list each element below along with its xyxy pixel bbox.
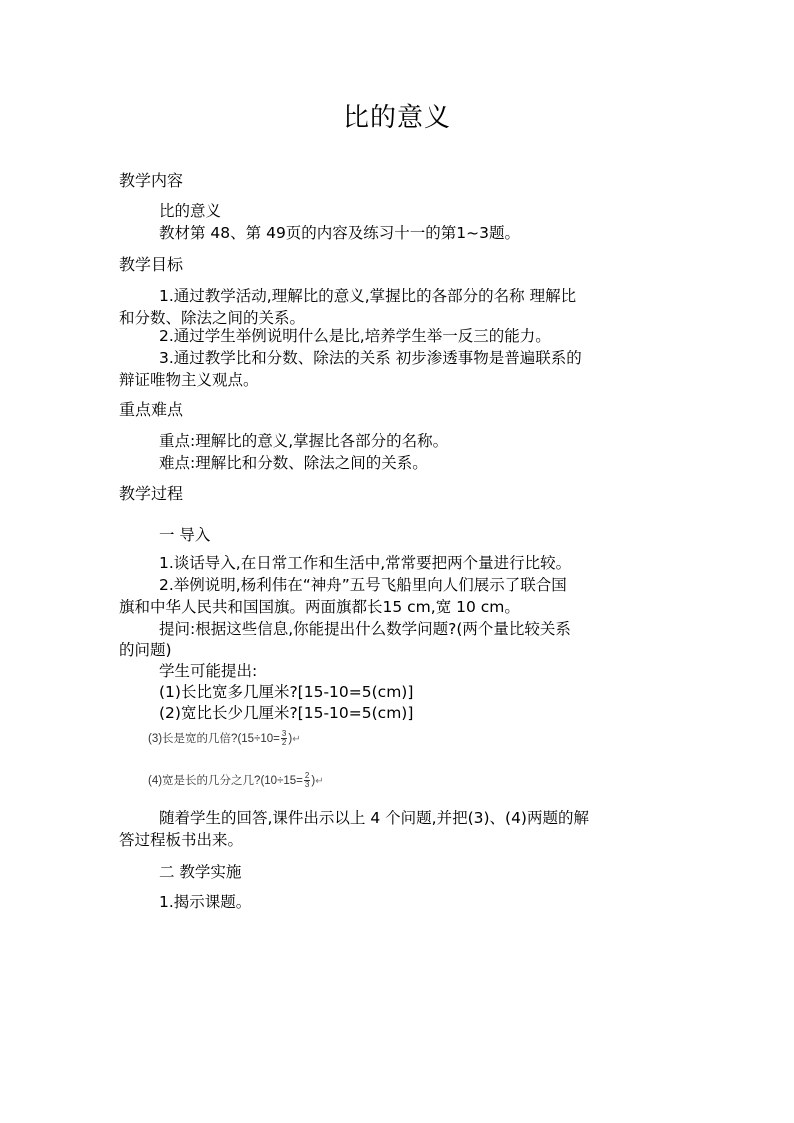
key-line: 重点:理解比的意义,掌握比各部分的名称。 <box>159 432 449 450</box>
formula-text: (4)宽是长的几分之几?(10÷15= <box>148 775 303 787</box>
process-line: 1.揭示课题。 <box>159 893 252 911</box>
goal-line: 辩证唯物主义观点。 <box>119 371 259 389</box>
fraction: $\frac{3}{2}$ <box>281 729 287 748</box>
heading-process: 教学过程 <box>119 484 184 503</box>
part-one-heading: 一 导入 <box>159 526 211 544</box>
process-line: 1.谈话导入,在日常工作和生活中,常常要把两个量进行比较。 <box>159 554 572 572</box>
goal-line: 3.通过教学比和分数、除法的关系 初步渗透事物是普遍联系的 <box>159 349 582 367</box>
formula-four: (4)宽是长的几分之几?(10÷15= $\frac{2}{3}$ )↵ <box>148 771 324 790</box>
goal-line: 2.通过学生举例说明什么是比,培养学生举一反三的能力。 <box>159 327 551 345</box>
goal-line: 和分数、除法之间的关系。 <box>119 309 306 327</box>
key-line: 难点:理解比和分数、除法之间的关系。 <box>159 454 428 472</box>
return-mark-icon: ↵ <box>315 776 324 787</box>
process-line: 旗和中华人民共和国国旗。两面旗都长15 cm,宽 10 cm。 <box>119 598 520 616</box>
process-line: 随着学生的回答,课件出示以上 4 个问题,并把(3)、(4)两题的解 <box>159 809 589 827</box>
heading-goals: 教学目标 <box>119 255 184 274</box>
return-mark-icon: ↵ <box>292 734 301 745</box>
part-two-heading: 二 教学实施 <box>159 863 242 881</box>
process-line: (1)长比宽多几厘米?[15-10=5(cm)] <box>159 683 414 701</box>
content-line: 比的意义 <box>159 202 222 220</box>
formula-three: (3)长是宽的几倍?(15÷10= $\frac{3}{2}$ )↵ <box>148 729 301 748</box>
heading-key-points: 重点难点 <box>119 400 184 419</box>
goal-line: 1.通过教学活动,理解比的意义,掌握比的各部分的名称 理解比 <box>159 287 577 305</box>
heading-content: 教学内容 <box>119 171 184 190</box>
page-title: 比的意义 <box>342 103 451 133</box>
process-line: 的问题) <box>119 641 172 659</box>
process-line: (2)宽比长少几厘米?[15-10=5(cm)] <box>159 704 414 722</box>
process-line: 提问:根据这些信息,你能提出什么数学问题?(两个量比较关系 <box>159 620 571 638</box>
process-line: 学生可能提出: <box>159 662 258 680</box>
fraction: $\frac{2}{3}$ <box>304 771 310 790</box>
process-line: 2.举例说明,杨利伟在“神舟”五号飞船里向人们展示了联合国 <box>159 576 567 594</box>
process-line: 答过程板书出来。 <box>119 831 244 849</box>
content-line: 教材第 48、第 49页的内容及练习十一的第1~3题。 <box>159 224 521 242</box>
formula-text: (3)长是宽的几倍?(15÷10= <box>148 733 280 745</box>
